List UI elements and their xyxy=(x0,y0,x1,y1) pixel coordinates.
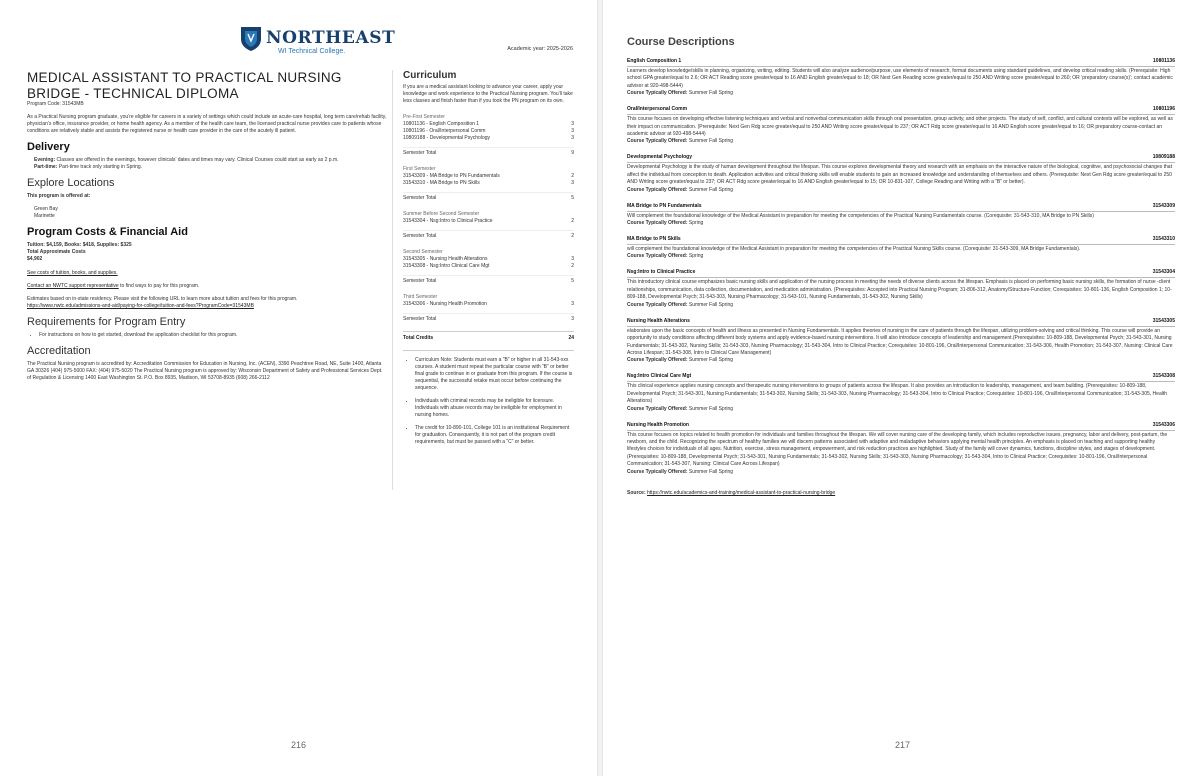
course-code: 31543305 xyxy=(1152,317,1175,324)
course-entry xyxy=(627,373,1175,412)
total-cost-label: Total Approximate Costs xyxy=(27,249,86,255)
course-credits: 2 xyxy=(571,173,574,179)
offered-label: Course Typically Offered: xyxy=(627,220,688,227)
course-code: 31543309 xyxy=(1152,202,1175,209)
offered-label: Course Typically Offered: xyxy=(627,301,688,308)
course-credits: 3 xyxy=(571,301,574,307)
course-label: 31543308 - Nsg:Intro Clinical Care Mgt xyxy=(403,263,490,269)
course-code: 31543304 xyxy=(1152,269,1175,276)
delivery-parttime xyxy=(27,164,387,171)
course-label: 10801136 - English Composition 1 xyxy=(403,121,480,127)
semester-block xyxy=(403,249,574,285)
course-name: English Composition 1 xyxy=(627,58,682,64)
semester-name: Summer Before Second Semester xyxy=(403,211,480,217)
course-row xyxy=(403,256,574,263)
course-code: 31543310 xyxy=(1152,236,1175,243)
course-header xyxy=(627,203,1175,212)
course-descriptions-heading: Course Descriptions xyxy=(627,36,735,48)
offered-label: Course Typically Offered: xyxy=(627,138,688,145)
semester-total-value: 5 xyxy=(571,278,574,284)
curriculum-column xyxy=(403,70,574,452)
total-credits-row xyxy=(403,331,574,342)
course-description: will complement the foundational knowledge of the Medical Assistant in preparation for meeting the competencies of the Practical Nursing Skills course. (Corequisite: 31-543-309, MA Bridge Fundamentals). xyxy=(627,246,1081,253)
course-name: MA Bridge to PN Skills xyxy=(627,236,681,243)
course-credits: 3 xyxy=(571,121,574,127)
semester-total-label: Semester Total xyxy=(403,233,437,239)
parttime-text: Part-time track only starting in Spring. xyxy=(57,164,143,170)
program-title: MEDICAL ASSISTANT TO PRACTICAL NURSING BRIDGE - TECHNICAL DIPLOMA xyxy=(27,70,342,101)
semester-block xyxy=(403,211,574,240)
semester-total-label: Semester Total xyxy=(403,316,437,322)
total-credits-value: 24 xyxy=(568,335,574,341)
course-header xyxy=(627,318,1175,327)
course-offered xyxy=(627,138,1175,145)
program-intro: As a Practical Nursing program graduate, you’re eligible for careers in a variety of settings which could include an acute-care hospital, long term care/rehab facility, physician’s office, insurance provider, or home health agency. As a member of the health care team, the licensed practical nurse provides care to patients whose conditions are relatively stable and assists the registered nurse or health care provider in the care of the acutely ill patient. xyxy=(27,114,387,134)
course-header xyxy=(627,106,1175,115)
course-offered xyxy=(627,406,1175,413)
semester-total-label: Semester Total xyxy=(403,278,437,284)
costs-heading: Program Costs & Financial Aid xyxy=(27,226,188,238)
contact-rest: to find ways to pay for this program. xyxy=(118,283,200,289)
course-offered xyxy=(627,253,1175,260)
course-header xyxy=(627,269,1175,278)
course-entry xyxy=(627,269,1175,308)
program-overview-column xyxy=(27,70,387,382)
course-offered xyxy=(627,220,1175,227)
college-logo xyxy=(240,26,396,58)
semester-block xyxy=(403,114,574,157)
parttime-label: Part-time: xyxy=(34,164,58,170)
requirement-item: • For instructions on how to get started, download the application checklist for this program. xyxy=(39,332,387,339)
semester-name: Pre-First Semester xyxy=(403,114,445,120)
logo-wordmark: NORTHEAST xyxy=(266,28,396,48)
semester-name: Second Semester xyxy=(403,249,443,255)
offered-label: Course Typically Offered: xyxy=(627,405,688,412)
course-header xyxy=(627,58,1175,67)
course-name: Developmental Psychology xyxy=(627,154,693,161)
offered-label: Course Typically Offered: xyxy=(627,357,688,364)
course-label: 31543306 - Nursing Health Promotion xyxy=(403,301,487,307)
semester-name: First Semester xyxy=(403,166,436,172)
contact-line xyxy=(27,283,387,290)
course-header xyxy=(627,373,1175,382)
locations-heading: Explore Locations xyxy=(27,177,115,189)
course-credits: 2 xyxy=(571,263,574,269)
offered-label: Course Typically Offered: xyxy=(627,253,688,260)
program-code: Program Code: 31543MB xyxy=(27,101,84,107)
requirements-heading: Requirements for Program Entry xyxy=(27,316,186,328)
location-item: Marinette xyxy=(34,213,55,219)
course-row xyxy=(403,263,574,270)
course-name: Nursing Health Alterations xyxy=(627,317,690,324)
semester-total-label: Semester Total xyxy=(403,195,437,201)
page-number-left: 216 xyxy=(291,740,307,750)
course-description: Will complement the foundational knowledge of the Medical Assistant in preparation for meeting the competencies of the Practical Nursing Fundamentals course. (Corequisite: 31-543-310, MA Bridge to PN Skills) xyxy=(627,212,1094,219)
semester-total-row xyxy=(403,230,574,240)
accreditation-text: The Practical Nursing program is accredited by: Accreditation Commission for Education in Nursing, Inc. (ACEN), 3390 Peachtree Road, NE, Suite 1400, Atlanta GA 30326 (404) 975-5000 FAX: (404) 975-5020 The Practical Nursing program is approved by: Wisconsin Department of Safety and Professional Services Dept. of Regulation & Licensing 1400 East Washington St. P.O. Box 8935, Madison, WI 53708-8935 (608) 266-2112 xyxy=(27,361,383,381)
course-credits: 3 xyxy=(571,180,574,186)
curriculum-note: • Individuals with criminal records may be ineligible for licensure. Individuals with abuse records may be ineligible for employment in nursing homes. xyxy=(415,398,574,419)
delivery-heading: Delivery xyxy=(27,141,70,153)
course-label: 10809188 - Developmental Psychology xyxy=(403,135,490,141)
semester-total-value: 9 xyxy=(571,150,574,156)
curriculum-notes xyxy=(403,350,574,446)
offered-terms: Summer Fall Spring xyxy=(687,138,734,145)
shield-logo-icon xyxy=(240,26,262,52)
course-credits: 3 xyxy=(571,256,574,262)
course-description: This course focuses on topics related to health promotion for individuals and families throughout the lifespan. We will cover nursing care of the developing family, which includes reproductive issues, pregnancy, labor and delivery, post-partum, the newborn, and the child. Recognizing the spectrum of healthy families we will discern patterns associated with adaptive and maladaptive behaviors applying mental health principles. An emphasis is placed on teaching and supporting healthy lifestyles choices for individuals of all ages. Nutrition, exercise, stress management, empowerment, and risk reduction practices are highlighted. Study of the family will cover dynamics, functions, discipline styles, and stages of development. (Prerequisites: 10-809-188, Developmental Psych; 31-543-301, Nursing Fundamentals; 31-543-302, Nursing Skills; 31-543-303, Nursing Pharmacology; 31-543-304, Intro to Clinical Practice; Corequisites: 10-801-196, Oral/Interpersonal Communication; 31-543-307, Nursing: Clinical Care Across Lifespan) xyxy=(627,431,1168,468)
course-code: 10801196 xyxy=(1153,106,1175,113)
offered-label: Course Typically Offered: xyxy=(627,468,688,475)
semester-total-label: Semester Total xyxy=(403,150,437,156)
location-list xyxy=(27,206,387,220)
course-credits: 2 xyxy=(571,218,574,224)
course-label: 31543304 - Nsg:Intro to Clinical Practice xyxy=(403,218,493,224)
course-entry xyxy=(627,422,1175,476)
semester-total-value: 5 xyxy=(571,195,574,201)
course-offered xyxy=(627,469,1175,476)
course-label: 31543310 - MA Bridge to PN Skills xyxy=(403,180,480,186)
curriculum-intro: If you are a medical assistant looking to advance your career, apply your knowledge and work experience to the Practical Nursing program. You’ll take less classes and finish faster than if you took the PN program on its own. xyxy=(403,84,573,104)
course-description: Learners develop knowledge/skills in planning, organizing, writing, editing. Students will also analyze audience/purpose, use elements of research, format documents using standard guidelines, and develop critical reading skills. (Prerequisite: High school GPA greater/equal to 2.6; OR ACT Reading score greater/equal to 16 AND English greater/equal to 18; OR Next Gen Reading score greater/equal to 250 AND Writing score greater/equal to 260; OR ‘preparatory course(s)’; contact academic advisor at 920-498-5444) xyxy=(627,68,1173,89)
course-row xyxy=(403,173,574,180)
course-descriptions xyxy=(627,36,1175,497)
semester-block xyxy=(403,294,574,323)
source-label: Source: xyxy=(627,489,646,496)
course-code: 10801136 xyxy=(1153,58,1175,64)
course-name: MA Bridge to PN Fundamentals xyxy=(627,202,702,209)
contact-support-link[interactable]: Contact an NWTC support representative xyxy=(27,283,119,289)
course-row xyxy=(403,301,574,308)
course-offered xyxy=(627,302,1175,309)
left-page xyxy=(0,0,597,776)
course-name: Nursing Health Promotion xyxy=(627,421,689,428)
academic-year: Academic year: 2025-2026 xyxy=(507,46,573,52)
offered-terms: Summer Fall Spring xyxy=(687,301,734,308)
course-name: Nsg:Intro Clinical Care Mgt xyxy=(627,373,692,380)
course-label: 31543309 - MA Bridge to PN Fundamentals xyxy=(403,173,500,179)
offered-label: Course Typically Offered: xyxy=(627,90,688,97)
course-row xyxy=(403,180,574,187)
course-header xyxy=(627,236,1175,245)
offered-terms: Summer Fall Spring xyxy=(687,186,734,193)
course-entry xyxy=(627,203,1175,227)
column-divider xyxy=(392,70,393,490)
semester-total-row xyxy=(403,147,574,157)
course-list xyxy=(627,58,1175,476)
course-row xyxy=(403,128,574,135)
semester-block xyxy=(403,166,574,202)
course-entry xyxy=(627,106,1175,145)
delivery-evening xyxy=(27,157,387,164)
curriculum-note: • The credit for 10-890-101, College 101 is an institutional Requirement for graduation. Consequently, it is not part of the program credit requirements, but must be passed with a “C” or better. xyxy=(415,425,574,446)
course-name: Nsg:Intro to Clinical Practice xyxy=(627,269,696,276)
course-offered xyxy=(627,187,1175,194)
semester-total-row xyxy=(403,275,574,285)
cost-breakdown: Tuition: $4,159, Books: $418, Supplies: $325 xyxy=(27,242,132,248)
semester-total-value: 3 xyxy=(571,316,574,322)
offered-terms: Summer Fall Spring xyxy=(687,90,734,97)
offered-terms: Summer Fall Spring xyxy=(687,357,734,364)
course-credits: 3 xyxy=(571,128,574,134)
estimates-note: Estimates based on in-state residency. Please visit the following URL to learn more about tuition and fees for this program. xyxy=(27,296,298,302)
course-entry xyxy=(627,154,1175,193)
course-entry xyxy=(627,236,1175,260)
offered-terms: Spring xyxy=(687,253,704,260)
course-row xyxy=(403,135,574,142)
tuition-url-link[interactable]: https://www.nwtc.edu/admissions-and-aid/paying-for-college/tuition-and-fees?ProgramCode=31543MB xyxy=(27,303,254,309)
course-description: This course focuses on developing effective listening techniques and verbal and nonverbal communication skills through oral presentation, group activity, and other projects. The study of self, conflict, and cultural contexts will be explored, as well as their impact on communication. (Prerequisite: Next Gen Rdg score greater/equal to 250 AND Writing score greater/equal to 237; OR ACT Rdg score greater/equal to 16 AND English score greater/equal to 16; OR preparatory course-contact an academic advisor at 920-498-5444) xyxy=(627,116,1173,138)
course-description: Developmental Psychology is the study of human development throughout the lifespan. This course explores developmental theory and research with an emphasis on the interactive nature of the biological, cognitive, and psychosocial changes that affect the individual from conception to death. Application activities and critical thinking skills will enable students to gain an increased knowledge and understanding of themselves and others. (Prerequisite: Next Gen Rdg score greater/equal to 250 AND Writing score greater/equal to 237; OR ACT Rdg score greater/equal to 16 AND English greater/equal to 15; OR 10-831-107, College Reading and Writing with a “B” or better). xyxy=(627,164,1172,186)
course-description: elaborates upon the basic concepts of health and illness as presented in Nursing Fundamentals. It applies theories of nursing in the care of patients through the lifespan, utilizing problem-solving and critical thinking. This course will provide an opportunity to study conditions affecting different body systems and apply evidence-based nursing interventions. It will also introduce concepts of leadership and management.(Prerequisites: 10-809-188, Developmental Psych; 31-543-301, Nursing Fundamentals; 31-543-302, Nursing Skills; 31-543-303, Nursing Pharmacology; 31-543-304, Intro to Clinical Practice; Corequisites: 10-801-196, Oral/Interpersonal Communication; 31-543-306, Health Promotion; 31-543-307, Nursing: Clinical Care Across Lifespan; 31-543-308, Intro to Clinical Care Management) xyxy=(627,327,1173,356)
offered-label: Course Typically Offered: xyxy=(627,186,688,193)
semester-total-value: 2 xyxy=(571,233,574,239)
curriculum-heading: Curriculum xyxy=(403,70,457,81)
source-line xyxy=(627,490,1175,497)
offered-at-label: This program is offered at: xyxy=(27,193,91,199)
course-row xyxy=(403,121,574,128)
course-label: 10801196 - Oral/Interpersonal Comm xyxy=(403,128,486,134)
semester-total-row xyxy=(403,313,574,323)
right-page xyxy=(603,0,1200,776)
course-entry xyxy=(627,58,1175,97)
evening-label: Evening: xyxy=(34,157,56,163)
semester-name: Third Semester xyxy=(403,294,438,300)
course-code: 31543306 xyxy=(1152,421,1175,428)
curriculum-note: • Curriculum Note: Students must earn a “B” or higher in all 31-543-xxx courses. A student must repeat the particular course with “B” or better final grade to continue in or graduate from this program. If the course is sequential, the successful retake must occur before continuing the sequence. xyxy=(415,357,574,392)
course-code: 10809188 xyxy=(1152,154,1175,161)
course-offered xyxy=(627,357,1175,364)
course-entry xyxy=(627,318,1175,365)
offered-terms: Spring xyxy=(687,220,704,227)
course-name: Oral/Interpersonal Comm xyxy=(627,106,688,113)
course-label: 31543305 - Nursing Health Alterations xyxy=(403,256,488,262)
total-credits-label: Total Credits xyxy=(403,335,434,341)
course-code: 31543308 xyxy=(1152,373,1175,380)
course-header xyxy=(627,422,1175,431)
see-costs-link[interactable]: See costs of tuition, books, and supplies. xyxy=(27,270,118,276)
source-link[interactable]: https://nwtc.edu/academics-and-training/medical-assistant-to-practical-nursing-bridge xyxy=(647,489,836,496)
course-description: This clinical experience applies nursing concepts and therapeutic nursing interventions to groups of patients across the lifespan. It also provides an introduction to leadership, management, and team building. (Prerequisites: 10-809-188, Developmental Psych; 31-543-301, Nursing Fundamentals; 31-543-302, Nursing Skills; 31-543-303, Nursing Pharmacology; 31-543-304, Intro to Clinical Practice; Corequisites: 10-801-196, Oral/Interpersonal Communication; 31-543-305, Health Alterations) xyxy=(627,383,1168,405)
course-description: This introductory clinical course emphasizes basic nursing skills and application of the nursing process in meeting the needs of diverse clients across the lifespan. Emphasis is placed on performing basic nursing skills, the formation of nurse -client relationships, communication, data collection, documentation, and medication administration. (Prerequisites: Accepted into Practical Nursing Program; 31-806-312, Anatomy/Structure-Function; Corequisites: 10-801-136, English Composition 1; 10-809-188, Developmental Psych; 31-543-303, Nursing Pharmacology; 31-543-101, Nursing Fundamentals, 31-543-302, Nursing Skills) xyxy=(627,279,1172,301)
course-offered xyxy=(627,90,1175,97)
location-item: Green Bay xyxy=(34,206,58,212)
page-number-right: 217 xyxy=(895,740,911,750)
offered-terms: Summer Fall Spring xyxy=(687,468,734,475)
offered-terms: Summer Fall Spring xyxy=(687,405,734,412)
course-header xyxy=(627,154,1175,163)
logo-subtitle: WI Technical College. xyxy=(278,48,346,55)
semester-total-row xyxy=(403,192,574,202)
evening-text: Classes are offered in the evenings, however clinicals’ dates and times may vary. Clinical Courses could start as early as 2 p.m. xyxy=(55,157,339,163)
requirements-list xyxy=(27,332,387,339)
accreditation-heading: Accreditation xyxy=(27,345,91,357)
course-credits: 3 xyxy=(571,135,574,141)
course-row xyxy=(403,218,574,225)
total-cost-value: $4,902 xyxy=(27,256,43,262)
